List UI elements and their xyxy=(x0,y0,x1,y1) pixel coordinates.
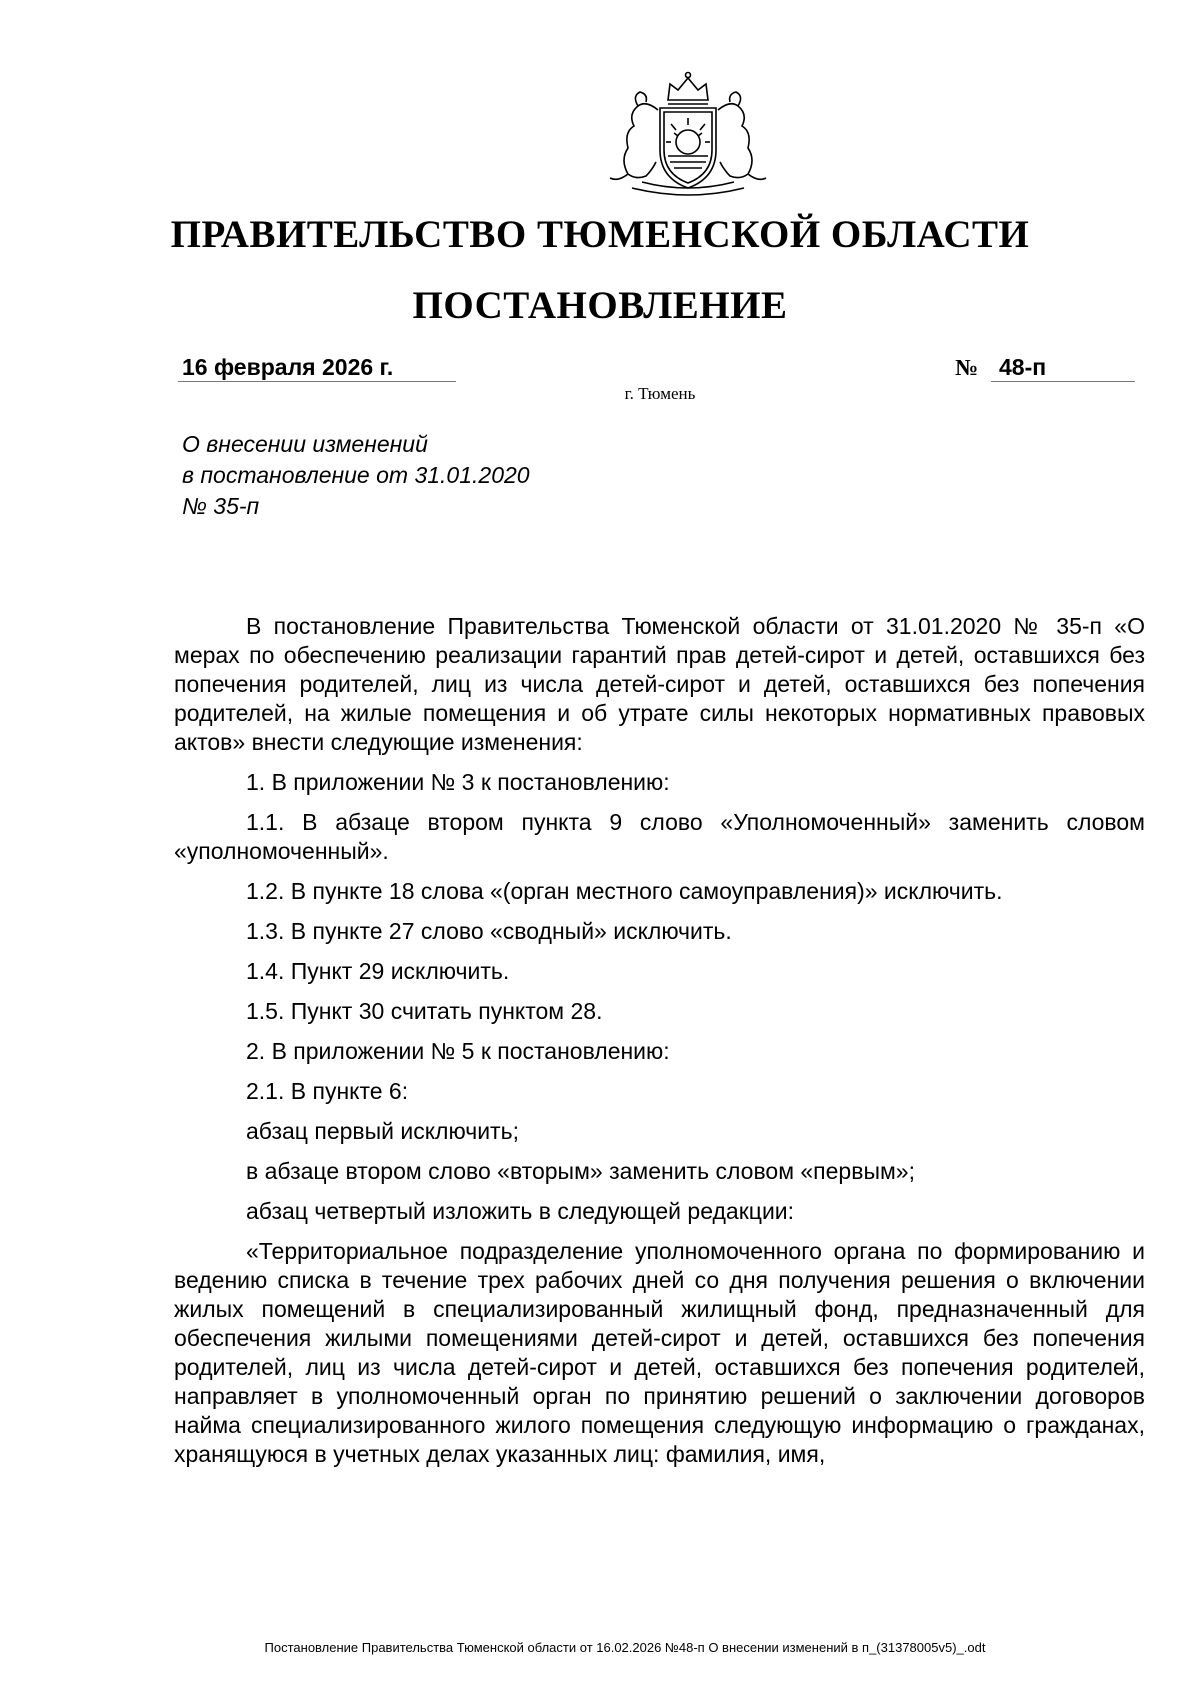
quoted-text-paragraph: «Территориальное подразделение уполномоченного органа по формированию и ведению списка в течение трех рабочих дней со дня получения решения о включении жилых помещений в специализированный жилищный фонд, предназначенный для обеспечения жилыми помещениями детей-сирот и детей, оставшихся без попечения родителей, лиц из числа детей-сирот и детей, оставшихся без попечения родителей, направляет в уполномоченный орган по принятию решений о заключении договоров найма специализированного жилого помещения следующую информацию о гражданах, хранящуюся в учетных делах указанных лиц: фамилия, имя, xyxy=(174,1238,1145,1467)
government-title: ПРАВИТЕЛЬСТВО ТЮМЕНСКОЙ ОБЛАСТИ xyxy=(170,213,1030,256)
clause-2-1-c: абзац четвертый изложить в следующей редакции: xyxy=(246,1198,795,1224)
document-subject xyxy=(182,429,682,522)
document-body xyxy=(174,612,1145,1469)
number-sign: № xyxy=(955,355,979,380)
preamble-paragraph: В постановление Правительства Тюменской области от 31.01.2020 № 35-п «О мерах по обеспечению реализации гарантий прав детей-сирот и детей, оставшихся без попечения родителей, лиц из числа детей-сирот и детей, оставшихся без попечения родителей, на жилые помещения и об утрате силы некоторых нормативных правовых актов» внести следующие изменения: xyxy=(174,613,1145,755)
clause-1: 1. В приложении № 3 к постановлению: xyxy=(246,769,670,795)
tyumen-region-coat-of-arms-icon xyxy=(598,70,778,198)
city-label: г. Тюмень xyxy=(624,384,696,403)
document-number-block xyxy=(955,352,1135,382)
clause-1-1: 1.1. В абзаце втором пункта 9 слово «Уполномоченный» заменить словом «уполномоченный». xyxy=(174,809,1145,864)
subject-line: № 35-п xyxy=(182,493,260,519)
document-type-heading: ПОСТАНОВЛЕНИЕ xyxy=(412,284,788,327)
clause-1-3: 1.3. В пункте 27 слово «сводный» исключить. xyxy=(246,918,732,944)
subject-line: О внесении изменений xyxy=(182,431,428,457)
clause-2: 2. В приложении № 5 к постановлению: xyxy=(246,1038,670,1064)
document-number: 48-п xyxy=(991,352,1135,382)
document-date: 16 февраля 2026 г. xyxy=(178,352,456,382)
clause-2-1-a: абзац первый исключить; xyxy=(246,1118,519,1144)
clause-1-5: 1.5. Пункт 30 считать пунктом 28. xyxy=(246,998,603,1024)
clause-1-2: 1.2. В пункте 18 слова «(орган местного самоуправления)» исключить. xyxy=(246,878,1003,904)
clause-2-1-b: в абзаце втором слово «вторым» заменить словом «первым»; xyxy=(246,1158,915,1184)
page-footer: Постановление Правительства Тюменской области от 16.02.2026 №48-п О внесении изменений в п_(31378005v5)_.odt xyxy=(264,1640,986,1655)
subject-line: в постановление от 31.01.2020 xyxy=(182,462,530,488)
clause-2-1: 2.1. В пункте 6: xyxy=(246,1078,409,1104)
clause-1-4: 1.4. Пункт 29 исключить. xyxy=(246,958,510,984)
